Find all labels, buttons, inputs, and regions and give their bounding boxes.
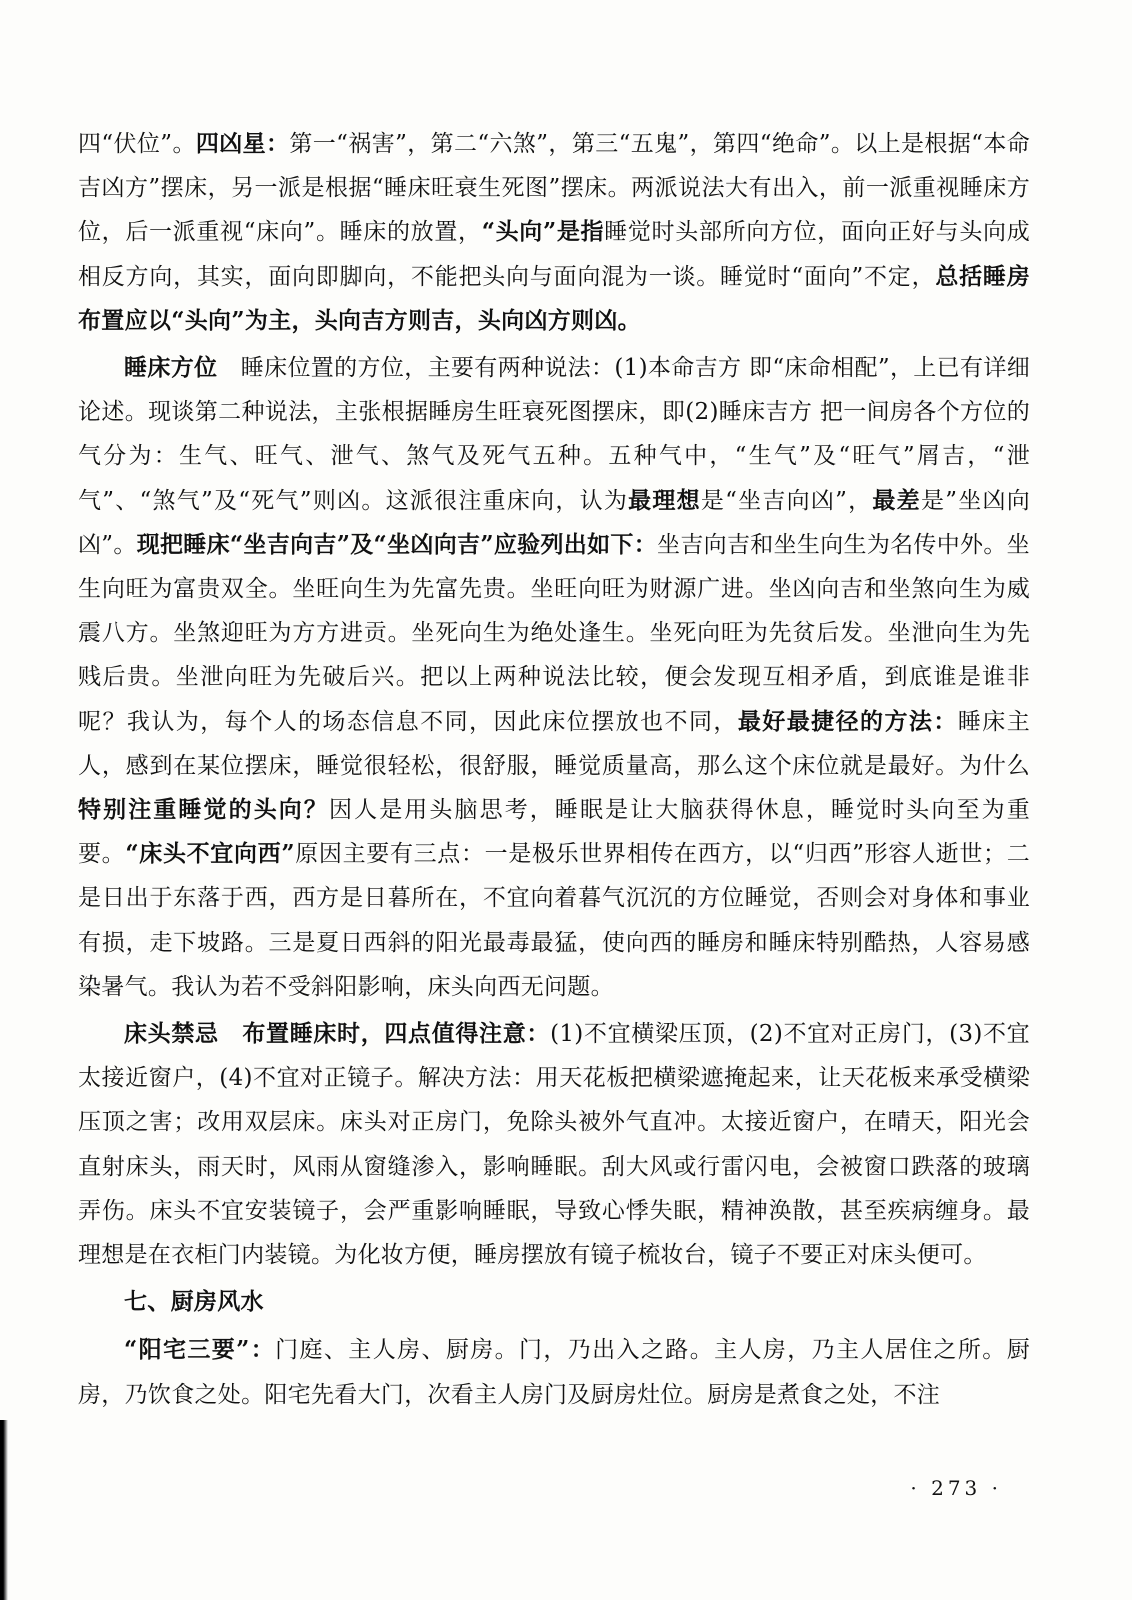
text-run: (1)不宜横梁压顶，(2)不宜对正房门，(3)不宜太接近窗户，(4)不宜对正镜子。解决方法：用天花板把横梁遮掩起来，让天花板来承受横梁压顶之害；改用双层床。床头对正房门，免除头被外气直冲。太接近窗户，在晴天，阳光会直射床头，雨天时，风雨从窗缝渗入，影响睡眠。刮大风或行雷闪电，会被窗口跌落的玻璃弄伤。床头不宜安装镜子，会严重影响睡眠，导致心悸失眠，精神涣散，甚至疾病缠身。最理想是在衣柜门内装镜。为化妆方便，睡房摆放有镜子梳妆台，镜子不要正对床头便可。 <box>78 1021 1030 1269</box>
text-run: 睡觉时头部所向方位，面向正好与头向成相反方向，其实，面向即脚向，不能把头向与面向混为一谈。睡觉时“面向”不定， <box>78 219 1030 290</box>
bold-text: “床头不宜向西” <box>125 840 295 868</box>
paragraph <box>78 122 1030 343</box>
text-run: 睡床位置的方位，主要有两种说法：(1)本命吉方 即“床命相配”，上已有详细论述。现谈第二种说法，主张根据睡房生旺衰死图摆床，即(2)睡床吉方 把一间房各个方位的气分为：生气、旺气、泄气、煞气及死气五种。五种气中，“生气”及“旺气”屑吉，“泄气”、“煞气”及“死气”则凶。这派很注重床向，认为 <box>78 355 1030 514</box>
paragraph-lead: “阳宅三要”： <box>124 1336 276 1364</box>
bold-text: 特别注重睡觉的头向？ <box>78 796 329 824</box>
bold-text: 布置睡床时，四点值得注意： <box>242 1020 551 1048</box>
body-text <box>78 122 1030 1420</box>
bold-text: 四凶星： <box>195 130 290 157</box>
bold-text: 床头禁忌 <box>124 1020 219 1048</box>
paragraph-kitchen <box>78 1328 1030 1416</box>
paragraph-body: 门庭、主人房、厨房。门，乃出入之路。主人房，乃主人居住之所。厨房，乃饮食之处。阳宅先看大门，次看主人房门及厨房灶位。厨房是煮食之处，不注 <box>78 1337 1030 1408</box>
text-run: 睡床主人，感到在某位摆床，睡觉很轻松，很舒服，睡觉质量高，那么这个床位就是最好。为什么 <box>78 708 1030 779</box>
bold-text: 最差 <box>872 486 921 514</box>
paragraph <box>78 1012 1030 1277</box>
text-run: 是”坐凶向凶”。 <box>78 487 1031 558</box>
bold-text: “头向”是指 <box>481 218 605 246</box>
page-number: · 273 · <box>910 1476 1002 1500</box>
bold-text: 最好最捷径的方法： <box>737 707 958 735</box>
bold-text: 现把睡床“坐吉向吉”及“坐凶向吉”应验列出如下： <box>136 530 658 558</box>
text-run: 是“坐吉向凶”， <box>700 487 873 514</box>
scan-edge-shadow <box>0 1420 8 1600</box>
paragraph <box>78 346 1030 1009</box>
text-run <box>219 1021 243 1047</box>
bold-text: 总括睡房布置应以“头向”为主，头向吉方则吉，头向凶方则凶。 <box>78 262 1030 334</box>
text-run: 因人是用头脑思考，睡眠是让大脑获得休息，睡觉时头向至为重要。 <box>78 797 1030 868</box>
text-run: 原因主要有三点：一是极乐世界相传在西方，以“归西”形容人逝世；二是日出于东落于西，西方是日暮所在，不宜向着暮气沉沉的方位睡觉，否则会对身体和事业有损，走下坡路。三是夏日西斜的阳光最毒最猛，使向西的睡房和睡床特别酷热，人容易感染暑气。我认为若不受斜阳影响，床头向西无问题。 <box>78 841 1031 1000</box>
bold-text: 最理想 <box>628 486 701 514</box>
text-run: 坐吉向吉和坐生向生为名传中外。坐生向旺为富贵双全。坐旺向生为先富先贵。坐旺向旺为财源广进。坐凶向吉和坐煞向生为威震八方。坐煞迎旺为方方进贡。坐死向生为绝处逢生。坐死向旺为先贫后发。坐泄向生为先贱后贵。坐泄向旺为先破后兴。把以上两种说法比较，便会发现互相矛盾，到底谁是谁非呢？我认为，每个人的场态信息不同，因此床位摆放也不同， <box>78 531 1030 735</box>
bold-text: 睡床方位 <box>124 354 218 382</box>
text-run: 四“伏位”。 <box>78 131 196 157</box>
section-heading: 七、厨房风水 <box>124 1288 264 1316</box>
text-run: 第一“祸害”，第二“六煞”，第三“五鬼”，第四“绝命”。以上是根据“本命吉凶方”摆床，另一派是根据“睡床旺衰生死图”摆床。两派说法大有出入，前一派重视睡床方位，后一派重视“床向”。睡床的放置， <box>78 131 1031 246</box>
paragraphs-container <box>78 122 1030 1277</box>
